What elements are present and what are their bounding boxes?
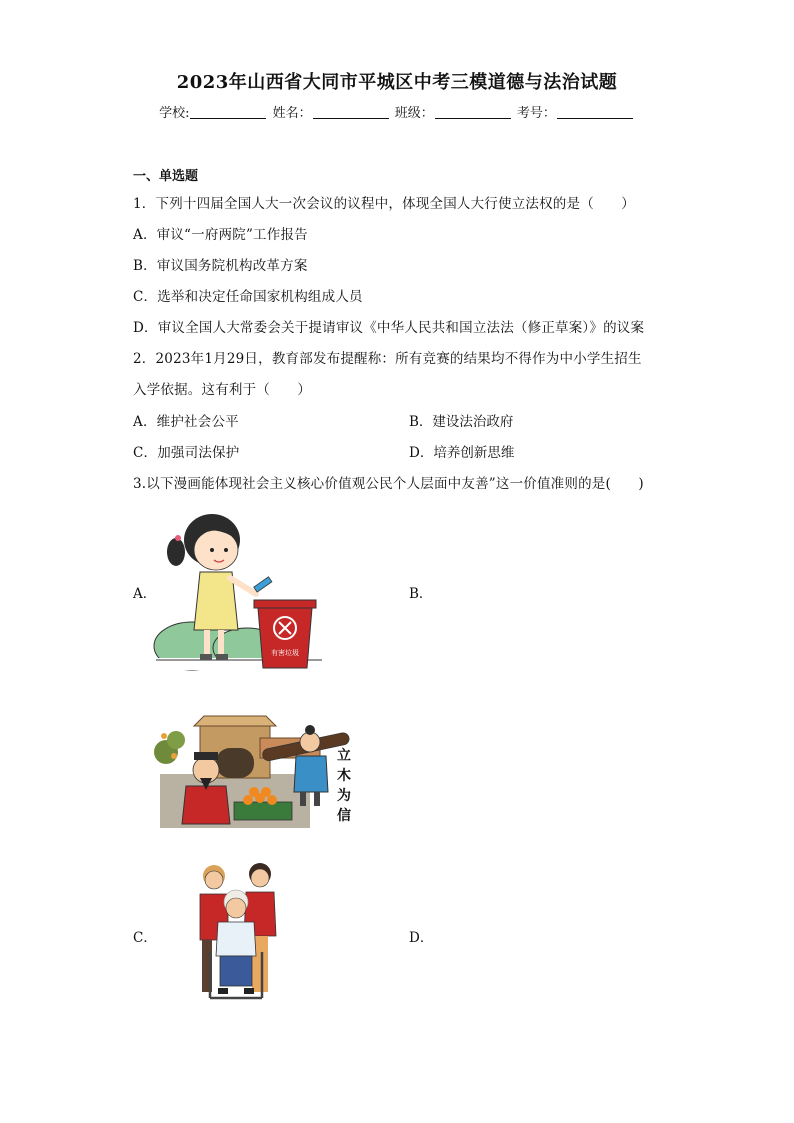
school-label: 学校: <box>159 106 190 121</box>
q2-option-a: A．维护社会公平 <box>133 414 239 430</box>
q2-option-b: B．建设法治政府 <box>409 414 514 430</box>
number-label: 考号： <box>516 106 556 121</box>
story-char-4: 信 <box>337 808 351 824</box>
school-blank[interactable] <box>190 105 266 119</box>
section-title: 一、单选题 <box>133 169 199 184</box>
q2-option-c: C．加强司法保护 <box>133 445 240 461</box>
q1-stem: 1．下列十四届全国人大一次会议的议程中，体现全国人大行使立法权的是（ ） <box>133 196 635 212</box>
number-blank[interactable] <box>557 105 633 119</box>
q3-image-a-girl-recycling <box>152 508 327 673</box>
name-blank[interactable] <box>313 105 389 119</box>
class-blank[interactable] <box>435 105 511 119</box>
q2-stem-line1: 2．2023年1月29日，教育部发布提醒称：所有竞赛的结果均不得作为中小学生招生 <box>133 351 642 367</box>
story-char-3: 为 <box>337 788 351 804</box>
q3-label-d: D． <box>409 930 434 946</box>
q2-option-d: D．培养创新思维 <box>409 445 515 461</box>
story-char-2: 木 <box>337 768 351 784</box>
q3-image-a-story-scene <box>150 712 356 830</box>
page-title: 2023年山西省大同市平城区中考三模道德与法治试题 <box>176 72 618 93</box>
student-info-row <box>0 102 794 121</box>
q3-label-b: B． <box>409 586 433 602</box>
story-char-1: 立 <box>337 748 351 764</box>
bin-label: 有害垃圾 <box>271 649 299 657</box>
q1-option-b: B．审议国务院机构改革方案 <box>133 258 308 274</box>
q3-label-c: C． <box>133 930 157 946</box>
q3-stem: 3.以下漫画能体现社会主义核心价值观公民个人层面中友善”这一价值准则的是( ) <box>133 476 644 492</box>
q3-image-c-volunteers-elderly <box>188 860 284 1002</box>
name-label: 姓名： <box>272 106 312 121</box>
class-label: 班级： <box>394 106 434 121</box>
q3-label-a: A． <box>133 586 157 602</box>
q1-option-c: C．选举和决定任命国家机构组成人员 <box>133 289 363 305</box>
q2-stem-line2: 入学依据。这有利于（ ） <box>133 382 312 398</box>
q1-option-a: A．审议“一府两院”工作报告 <box>133 227 308 243</box>
q1-option-d: D．审议全国人大常委会关于提请审议《中华人民共和国立法法（修正草案）》的议案 <box>133 320 645 336</box>
